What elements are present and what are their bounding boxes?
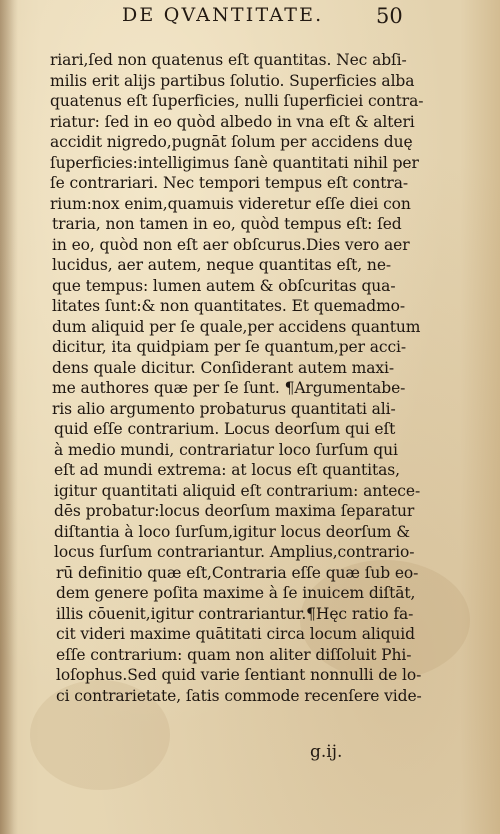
text-line: ſuperficies:intelligimus ſanè quantitati nihil per bbox=[50, 153, 419, 172]
text-line: igitur quantitati aliquid eſt contrarium: antece- bbox=[54, 481, 421, 500]
text-line: ſe contrariari. Nec tempori tempus eſt contra- bbox=[50, 174, 408, 192]
text-line: riatur: ſed in eo quòd albedo in vna eſt & alteri bbox=[50, 112, 415, 131]
text-line: loſophus.Sed quid varie ſentiant nonnulli de lo- bbox=[56, 666, 422, 684]
text-line: que tempus: lumen autem & obſcuritas qua- bbox=[52, 276, 396, 295]
text-line: cit videri maxime quātitati circa locum aliquid bbox=[56, 625, 415, 643]
text-line: dens quale dicitur. Conſiderant autem maxi- bbox=[52, 358, 395, 377]
text-line: litates ſunt:& non quantitates. Et quemadmo- bbox=[52, 297, 406, 315]
signature-mark: g.ij. bbox=[310, 742, 343, 762]
text-line: à medio mundi, contrariatur loco ſurſum qui bbox=[54, 440, 398, 459]
text-line: lucidus, aer autem, neque quantitas eſt, ne- bbox=[52, 256, 392, 274]
text-line: in eo, quòd non eſt aer obſcurus.Dies vero aer bbox=[52, 235, 410, 254]
text-line: riari,ſed non quatenus eſt quantitas. Nec abſi- bbox=[50, 51, 407, 69]
text-line: eſſe contrarium: quam non aliter diſſoluit Phi- bbox=[56, 645, 412, 664]
text-line: me authores quæ per ſe ſunt. ¶Argumentabe- bbox=[52, 379, 406, 397]
text-line: dicitur, ita quidpiam per ſe quantum,per acci- bbox=[52, 338, 407, 356]
gutter-shadow bbox=[0, 0, 18, 834]
text-line: quid eſſe contrarium. Locus deorſum qui eſt bbox=[54, 420, 396, 438]
text-line: rū definitio quæ eſt,Contraria eſſe quæ ſub eo- bbox=[56, 563, 419, 582]
text-line: locus ſurſum contrariantur. Amplius,contrario- bbox=[54, 543, 415, 561]
text-line: illis cōuenit,igitur contrariantur.¶Hęc ratio fa- bbox=[56, 604, 414, 623]
text-line: dēs probatur:locus deorſum maxima ſeparatur bbox=[54, 502, 415, 520]
text-line: rium:nox enim,quamuis videretur eſſe diei con bbox=[50, 194, 411, 213]
text-line: ci contrarietate, ſatis commode recenſere vide- bbox=[56, 686, 422, 705]
running-head bbox=[0, 0, 500, 40]
text-line: diſtantia à loco ſurſum,igitur locus deorſum & bbox=[54, 522, 410, 541]
text-line: eſt ad mundi extrema: at locus eſt quantitas, bbox=[54, 461, 400, 479]
running-title: DE QVANTITATE. bbox=[122, 4, 324, 26]
text-line: accidit nigredo,pugnāt ſolum per accidens duę bbox=[50, 133, 413, 151]
text-line: dem genere poſita maxime à ſe inuicem diſtāt, bbox=[56, 584, 416, 602]
page-number: 50 bbox=[376, 4, 403, 28]
text-line: milis erit alijs partibus ſolutio. Superficies alba bbox=[50, 71, 415, 90]
text-line: dum aliquid per ſe quale,per accidens quantum bbox=[52, 317, 421, 336]
text-line: traria, non tamen in eo, quòd tempus eſt: ſed bbox=[52, 215, 402, 233]
text-line: ris alio argumento probaturus quantitati ali- bbox=[52, 399, 396, 418]
text-line: quatenus eſt ſuperficies, nulli ſuperficiei contra- bbox=[50, 92, 424, 110]
